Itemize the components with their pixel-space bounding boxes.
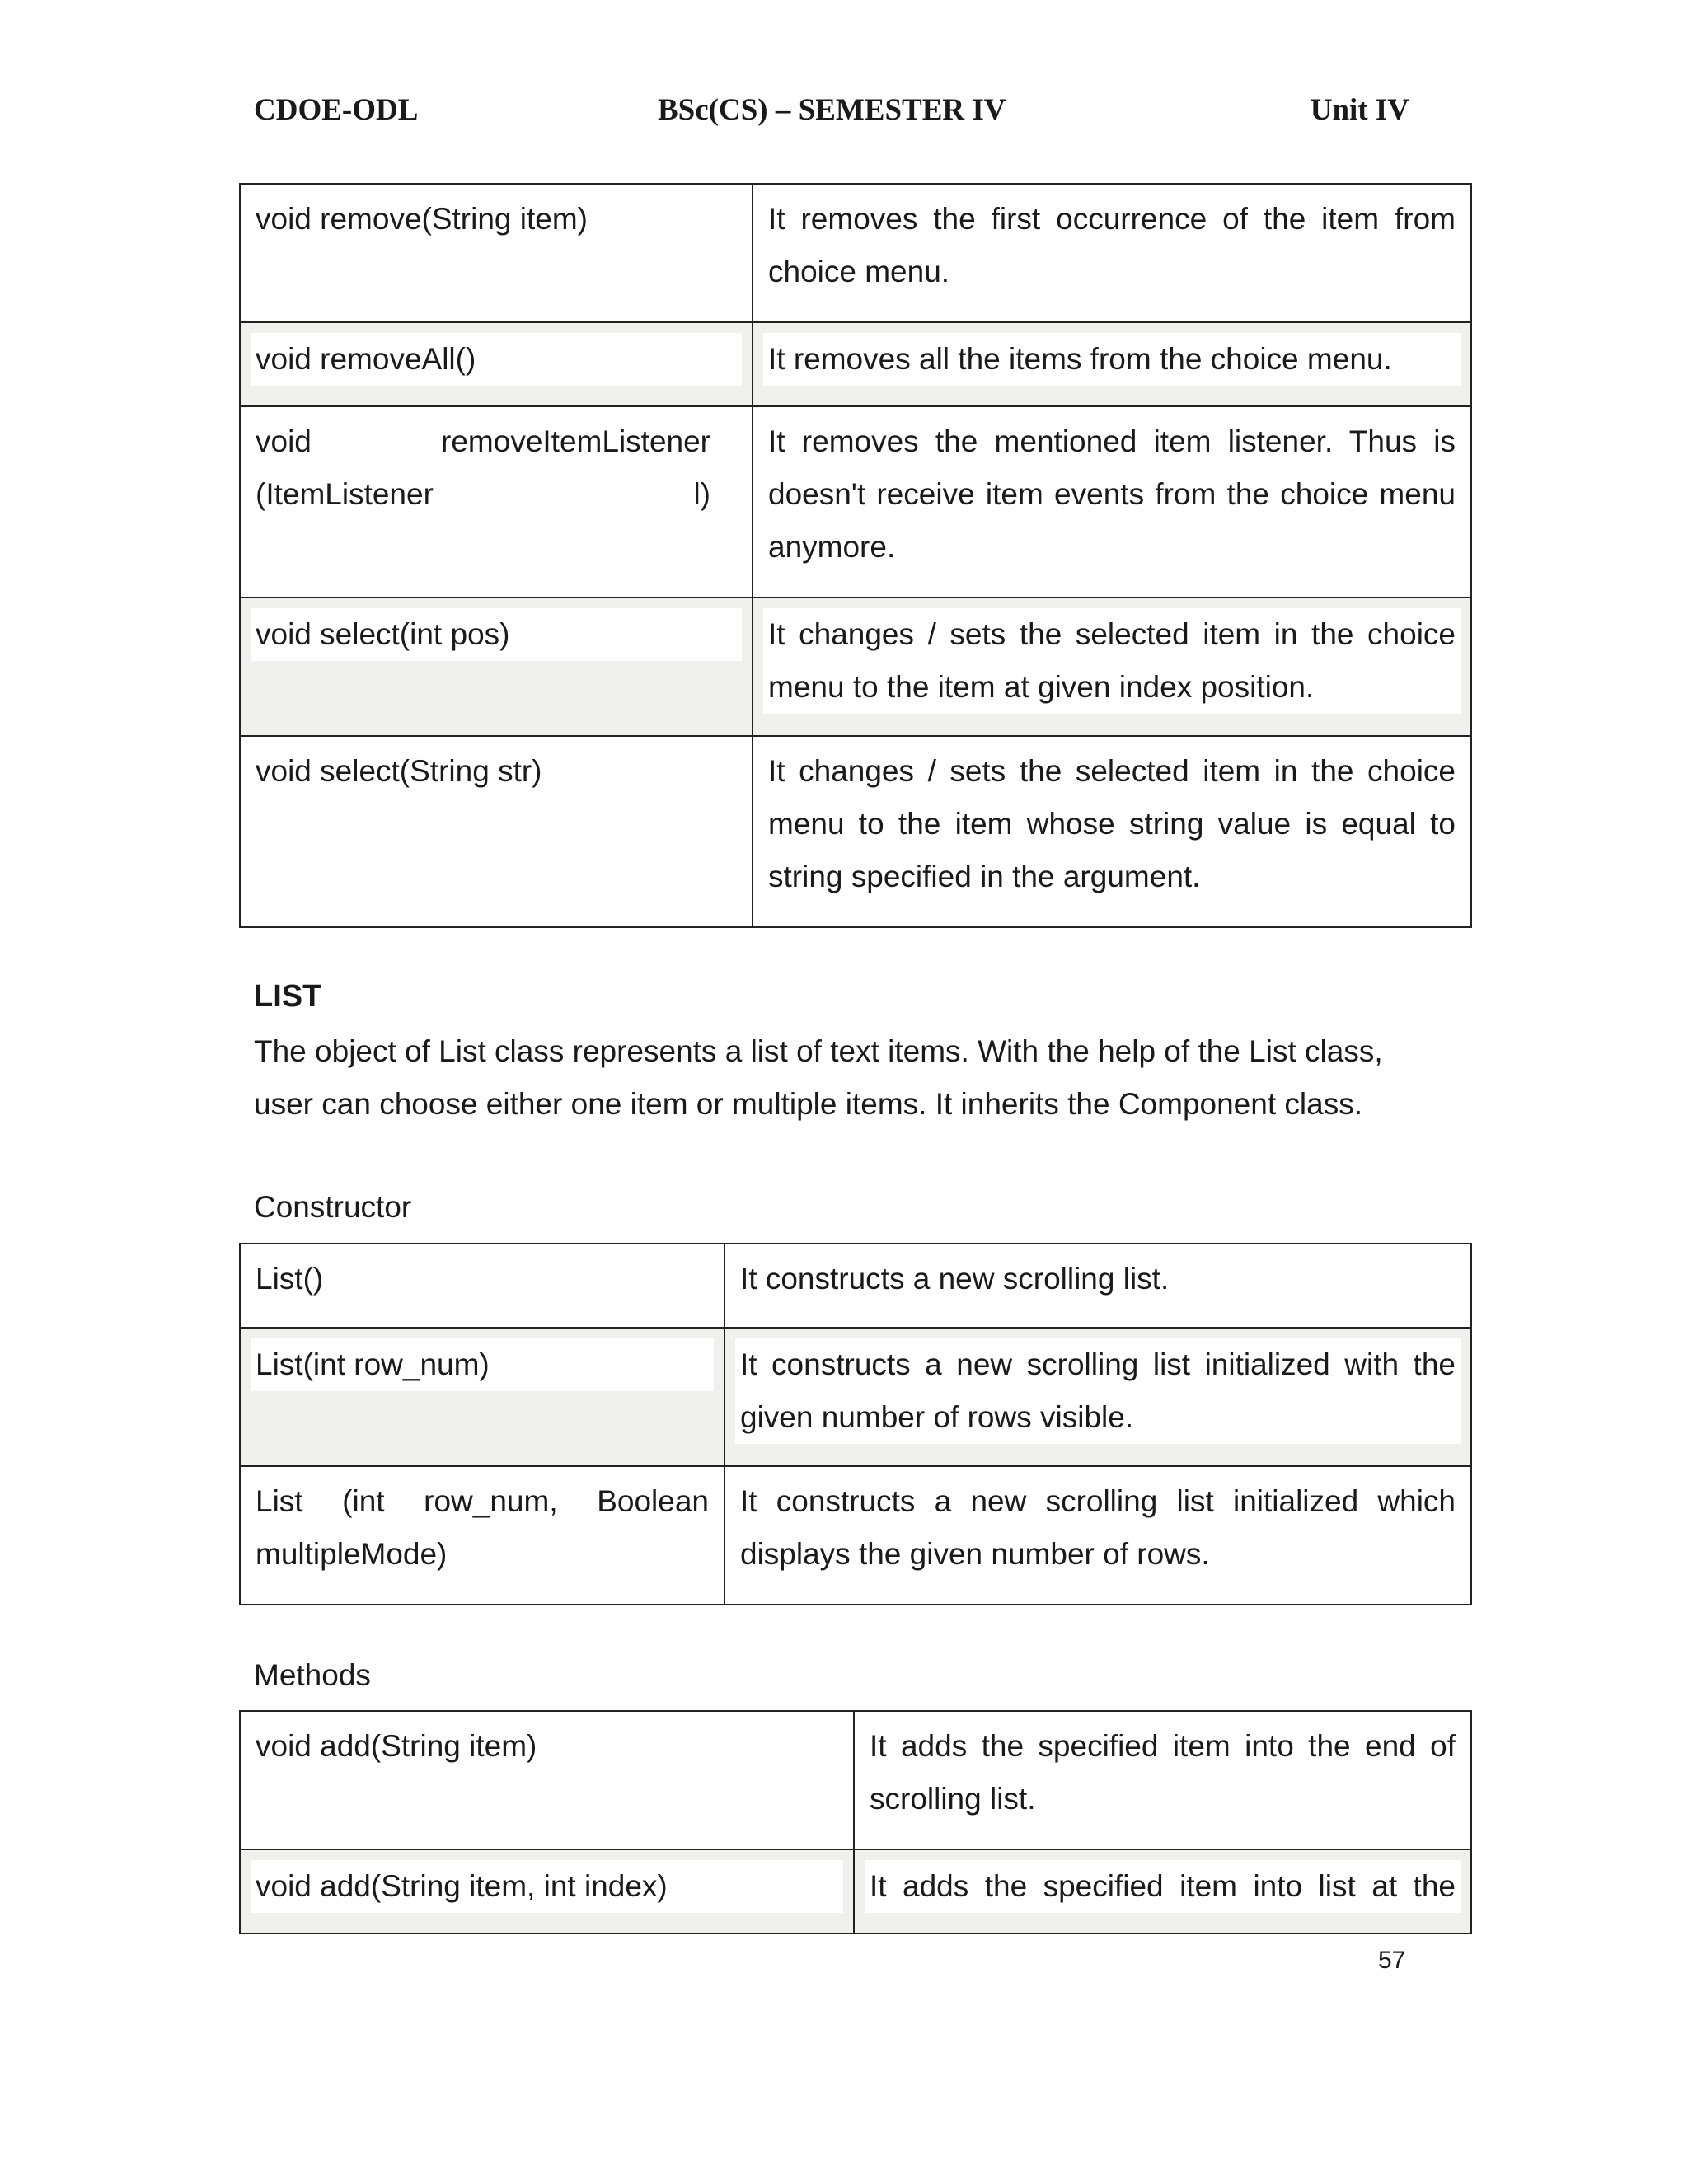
description-cell: It removes the mentioned item listener. Thus is doesn't receive item events from the choice menu anymore. bbox=[768, 424, 1456, 564]
description-cell: It adds the specified item into the end of scrolling list. bbox=[870, 1729, 1456, 1816]
constructor-heading: Constructor bbox=[254, 1190, 412, 1224]
constructor-table bbox=[239, 1243, 1472, 1605]
table-row bbox=[240, 184, 1471, 322]
description-cell: It changes / sets the selected item in the choice menu to the item whose string value is equal to string specified in the argument. bbox=[768, 754, 1456, 893]
method-cell: void select(int pos) bbox=[251, 608, 742, 661]
table-row bbox=[240, 1711, 1471, 1849]
header-right: Unit IV bbox=[1310, 93, 1409, 127]
section-paragraph: The object of List class represents a list of text items. With the help of the List class, user can choose either one item or multiple items. It inherits the Component class. bbox=[254, 1034, 1383, 1121]
method-cell: void add(String item, int index) bbox=[251, 1860, 843, 1913]
table-row bbox=[240, 598, 1471, 736]
table-row bbox=[240, 322, 1471, 406]
page-header bbox=[254, 92, 1409, 134]
description-cell: It changes / sets the selected item in the choice menu to the item at given index position. bbox=[763, 608, 1461, 714]
page-number: 57 bbox=[1378, 1947, 1406, 1974]
header-left: CDOE-ODL bbox=[254, 93, 419, 127]
table-row bbox=[240, 1328, 1471, 1466]
description-cell: It constructs a new scrolling list. bbox=[740, 1262, 1170, 1296]
table-row bbox=[240, 1466, 1471, 1605]
method-cell: List(int row_num) bbox=[251, 1338, 714, 1391]
table-row bbox=[240, 736, 1471, 927]
description-cell: It removes the first occurrence of the item from choice menu. bbox=[768, 202, 1456, 288]
method-cell: void select(String str) bbox=[256, 754, 542, 788]
section-title: LIST bbox=[254, 979, 322, 1014]
method-cell: List (int row_num, Boolean multipleMode) bbox=[256, 1484, 709, 1571]
methods-table bbox=[239, 1710, 1472, 1934]
description-cell: It constructs a new scrolling list initialized which displays the given number of rows. bbox=[740, 1484, 1456, 1571]
table-row bbox=[240, 1244, 1471, 1328]
method-cell: void remove(String item) bbox=[256, 202, 588, 236]
table-row bbox=[240, 1849, 1471, 1933]
method-cell: void removeAll() bbox=[251, 333, 742, 386]
choice-methods-table bbox=[239, 183, 1472, 928]
description-cell: It adds the specified item into list at the bbox=[865, 1860, 1461, 1913]
method-cell: void add(String item) bbox=[256, 1729, 537, 1763]
description-cell: It constructs a new scrolling list initialized with the given number of rows visible. bbox=[735, 1338, 1461, 1444]
description-cell: It removes all the items from the choice menu. bbox=[763, 333, 1461, 386]
table-row bbox=[240, 406, 1471, 598]
method-cell: void removeItemListener (ItemListener l) bbox=[256, 424, 710, 511]
header-center: BSc(CS) – SEMESTER IV bbox=[658, 93, 1006, 127]
method-cell: List() bbox=[256, 1262, 324, 1296]
methods-heading: Methods bbox=[254, 1658, 371, 1692]
